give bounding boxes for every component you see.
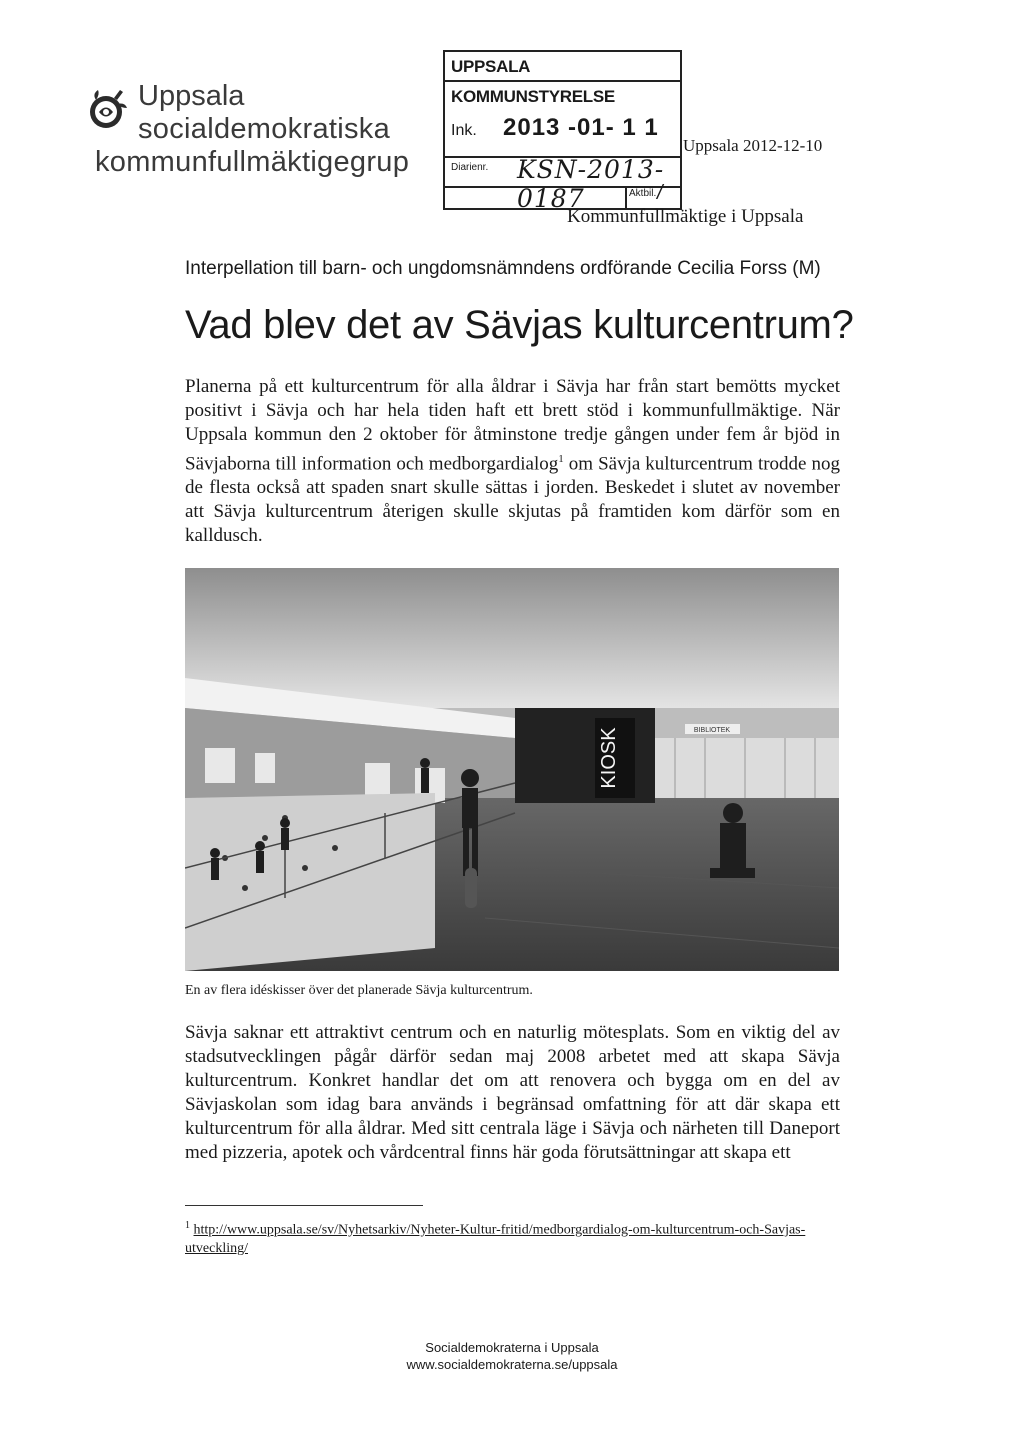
footnote-number: 1: [185, 1220, 190, 1231]
footer-org: Socialdemokraterna i Uppsala: [425, 1340, 599, 1355]
stamp-ink-date: 2013 -01- 1 1: [503, 114, 659, 141]
recipient: Kommunfullmäktige i Uppsala: [567, 206, 804, 227]
org-name-line1: Uppsala: [138, 80, 245, 112]
stamp-akt-label: Aktbil.: [629, 188, 657, 199]
rose-fist-logo-icon: [82, 82, 134, 134]
registry-stamp: [443, 50, 682, 213]
stamp-akt-value: /: [657, 182, 663, 204]
kiosk-sign: KIOSK: [598, 727, 620, 789]
architectural-sketch-image: [185, 568, 839, 971]
stamp-dnr-label: Diarienr.: [451, 162, 489, 173]
stamp-ink-label: Ink.: [451, 122, 477, 139]
paragraph-intro-text: Planerna på ett kulturcentrum för alla åldrar i Sävja har från start bemötts mycket positivt i Sävja och har hela tiden haft ett brett stöd i kommunfullmäktige. När Uppsala kommun den 2 oktober för åtminstone tredje gången under fem år bjöd in Sävjaborna till information och medborgardialog: [185, 376, 840, 475]
paragraph-intro-text-cont: om Sävja kulturcentrum trodde nog de flesta också att spaden snart skulle sättas i jorden. Beskedet i slutet av november att Sävja kulturcentrum återigen skulle skjutas på framtiden kom därför som en kalldusch.: [185, 453, 841, 547]
footnote-link[interactable]: http://www.uppsala.se/sv/Nyhetsarkiv/Nyheter-Kultur-fritid/medborgardialog-om-kulturcentrum-och-Savjas-utveckling/: [185, 1222, 806, 1256]
footnote-ref: 1: [558, 453, 564, 465]
figure-caption: En av flera idéskisser över det planerade Sävja kulturcentrum.: [185, 983, 533, 998]
stamp-dnr-value: KSN-2013-0187: [517, 155, 665, 213]
org-name-line2: socialdemokratiska: [138, 113, 390, 145]
footnote: [185, 1217, 840, 1258]
stamp-heading: UPPSALA KOMMUNSTYRELSE: [445, 52, 680, 82]
bibliotek-sign: BIBLIOTEK: [693, 727, 731, 734]
footnote-divider: [185, 1205, 423, 1206]
subject-line: Interpellation till barn- och ungdomsnämndens ordförande Cecilia Forss (M): [185, 258, 821, 279]
letter-date: Uppsala 2012-12-10: [683, 136, 823, 155]
paragraph-body: Sävja saknar ett attraktivt centrum och en naturlig mötesplats. Som en viktig del av stadsutvecklingen pågår därför sedan maj 2008 arbetet med att skapa Sävja kulturcentrum. Konkret handlar det om att renovera och bygga om en del av Sävjaskolan som idag bara används i begränsad omfattning för att där skapa ett kulturcentrum för alla åldrar. Med sitt centrala läge i Sävja och närheten till Daneport med pizzeria, apotek och vårdcentral finns här goda förutsättningar att skapa ett: [185, 1022, 840, 1163]
page-title: Vad blev det av Sävjas kulturcentrum?: [185, 303, 854, 347]
org-name-line3: kommunfullmäktigegrup: [95, 146, 410, 178]
paragraph-intro: [185, 375, 840, 548]
footer-url: www.socialdemokraterna.se/uppsala: [406, 1357, 618, 1372]
